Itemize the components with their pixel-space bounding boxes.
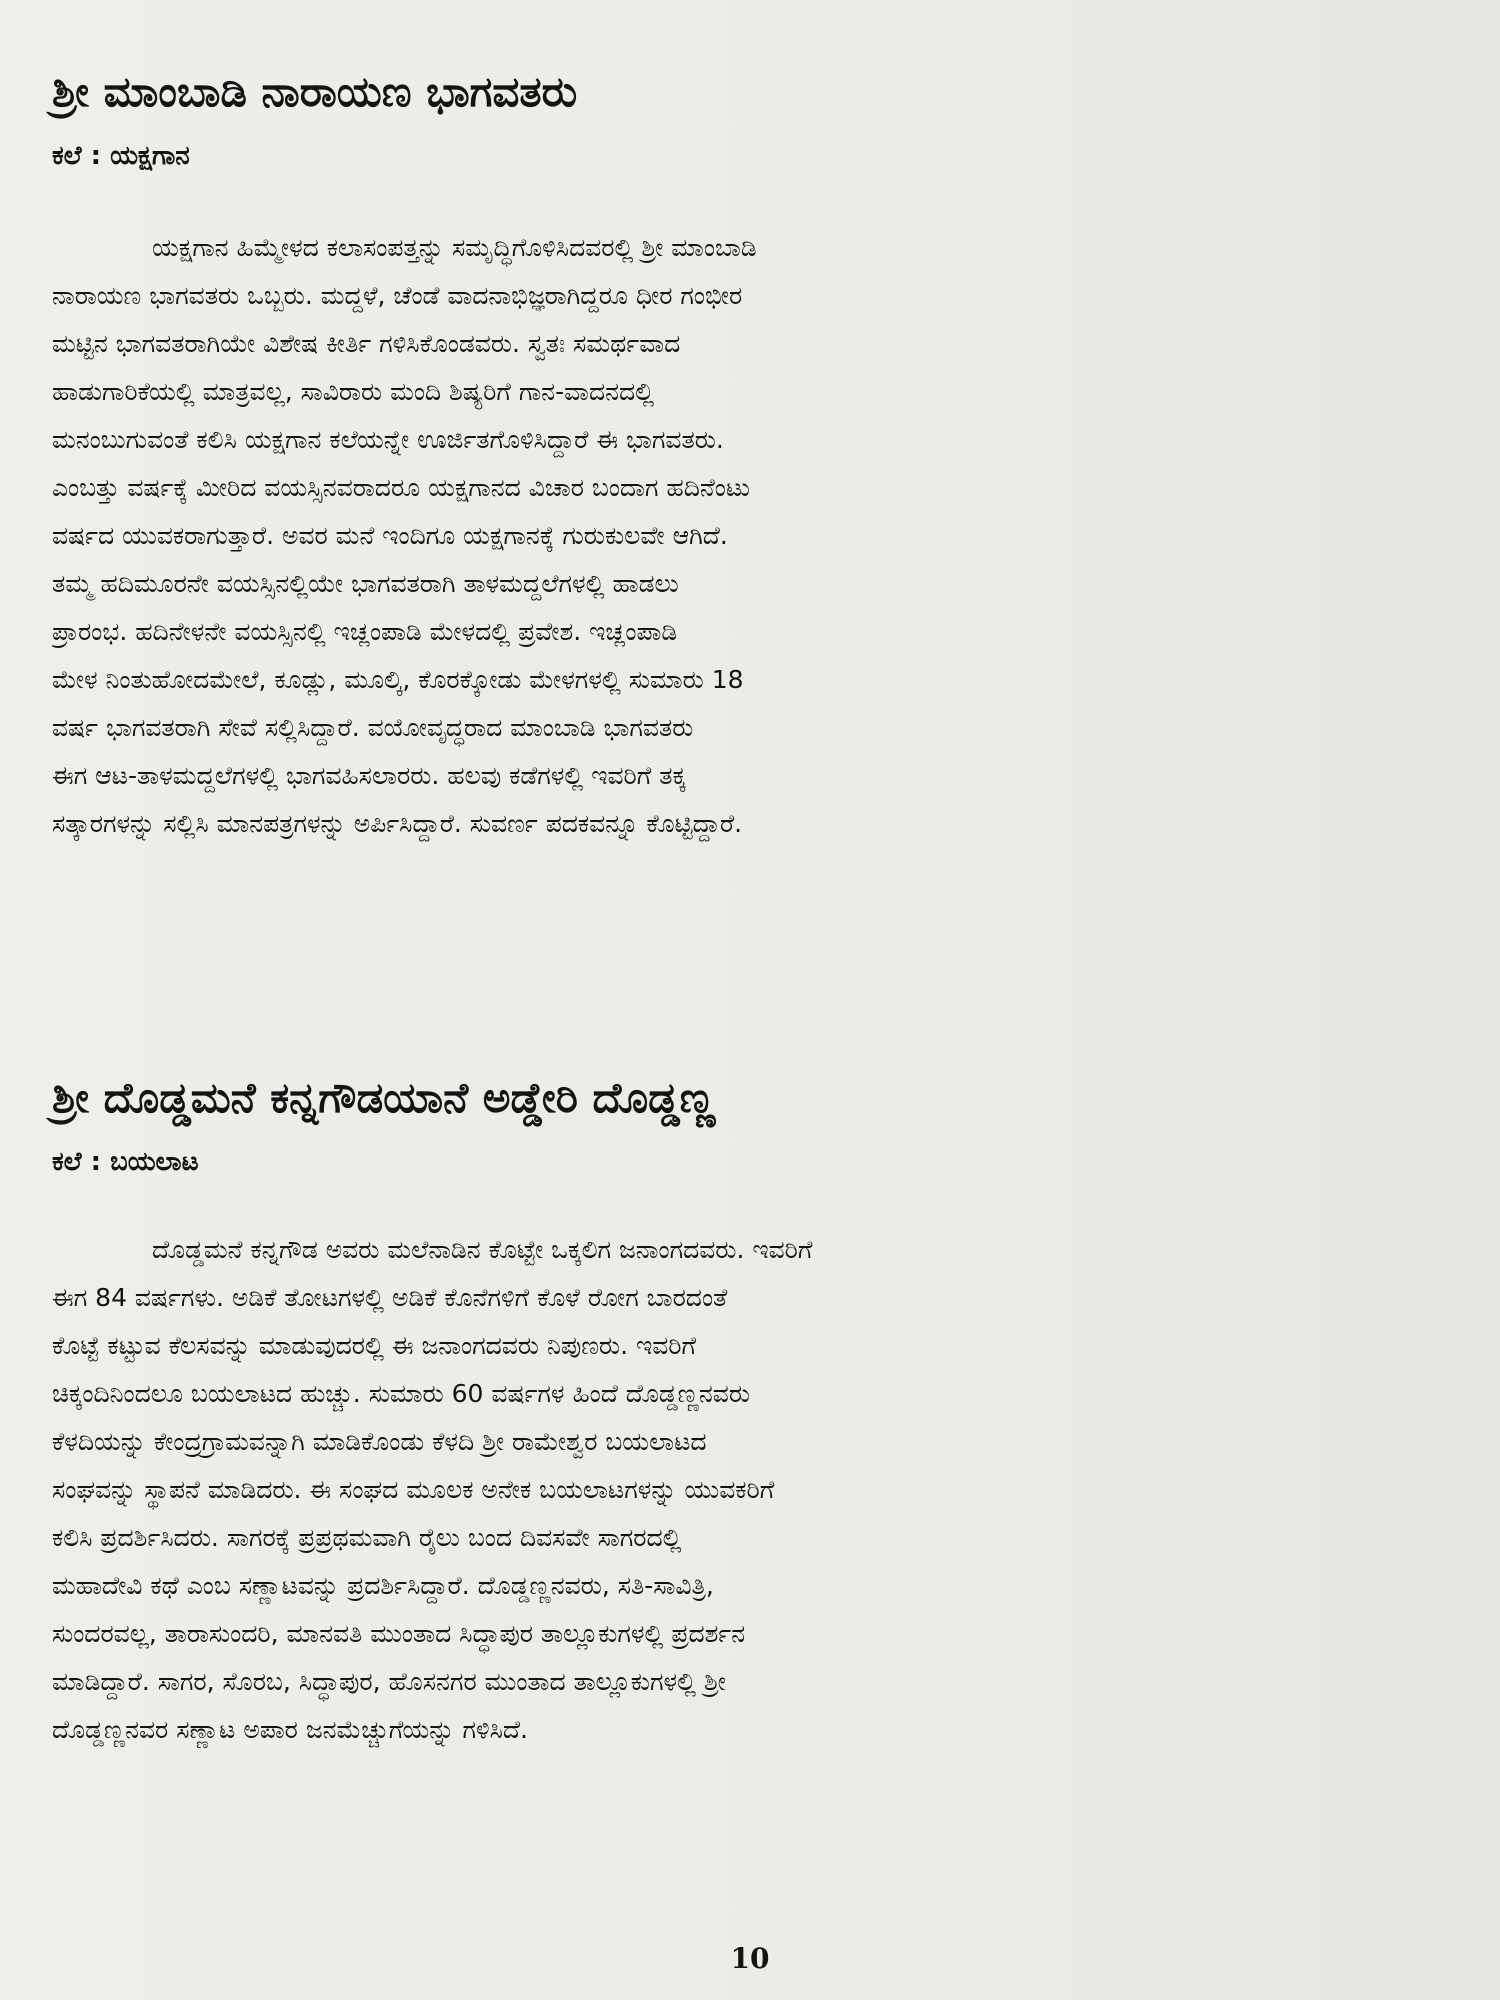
body-line: ಮಾಡಿದ್ದಾರೆ. ಸಾಗರ, ಸೊರಬ, ಸಿದ್ಧಾಪುರ, ಹೊಸನಗರ ಮುಂತಾದ ತಾಲ್ಲೂಕುಗಳಲ್ಲಿ ಶ್ರೀ bbox=[52, 1667, 726, 1696]
body-line: ಎಂಬತ್ತು ವರ್ಷಕ್ಕೆ ಮೀರಿದ ವಯಸ್ಸಿನವರಾದರೂ ಯಕ್ಷಗಾನದ ವಿಚಾರ ಬಂದಾಗ ಹದಿನೆಂಟು bbox=[52, 473, 751, 502]
body-line: ಚಿಕ್ಕಂದಿನಿಂದಲೂ ಬಯಲಾಟದ ಹುಚ್ಚು. ಸುಮಾರು 60 ವರ್ಷಗಳ ಹಿಂದೆ ದೊಡ್ಡಣ್ಣನವರು bbox=[52, 1379, 751, 1408]
body-line: ಸತ್ಕಾರಗಳನ್ನು ಸಲ್ಲಿಸಿ ಮಾನಪತ್ರಗಳನ್ನು ಅರ್ಪಿಸಿದ್ದಾರೆ. ಸುವರ್ಣ ಪದಕವನ್ನೂ ಕೊಟ್ಟಿದ್ದಾರೆ. bbox=[52, 809, 743, 838]
body-line: ವರ್ಷ ಭಾಗವತರಾಗಿ ಸೇವೆ ಸಲ್ಲಿಸಿದ್ದಾರೆ. ವಯೋವೃದ್ಧರಾದ ಮಾಂಬಾಡಿ ಭಾಗವತರು bbox=[52, 713, 694, 742]
body-line: ದೊಡ್ಡಣ್ಣನವರ ಸಣ್ಣಾಟ ಅಪಾರ ಜನಮೆಚ್ಚುಗೆಯನ್ನು ಗಳಿಸಿದೆ. bbox=[52, 1715, 528, 1744]
body-line: ದೊಡ್ಡಮನೆ ಕನ್ನಗೌಡ ಅವರು ಮಲೆನಾಡಿನ ಕೊಟ್ಟೇ ಒಕ್ಕಲಿಗ ಜನಾಂಗದವರು. ಇವರಿಗೆ bbox=[152, 1235, 813, 1264]
section-title: ಶ್ರೀ ಮಾಂಬಾಡಿ ನಾರಾಯಣ ಭಾಗವತರು bbox=[52, 67, 578, 116]
body-line: ಮಟ್ಟಿನ ಭಾಗವತರಾಗಿಯೇ ವಿಶೇಷ ಕೀರ್ತಿ ಗಳಿಸಿಕೊಂಡವರು. ಸ್ವತಃ ಸಮರ್ಥವಾದ bbox=[52, 329, 681, 358]
section-body bbox=[52, 1226, 1457, 1754]
section-doddamane bbox=[52, 1068, 1457, 1754]
section-subtitle: ಕಲೆ : ಬಯಲಾಟ bbox=[52, 1147, 199, 1177]
body-line: ಈಗ 84 ವರ್ಷಗಳು. ಅಡಿಕೆ ತೋಟಗಳಲ್ಲಿ ಅಡಿಕೆ ಕೊನೆಗಳಿಗೆ ಕೊಳೆ ರೋಗ ಬಾರದಂತೆ bbox=[52, 1283, 728, 1312]
body-line: ಮನಂಬುಗುವಂತೆ ಕಲಿಸಿ ಯಕ್ಷಗಾನ ಕಲೆಯನ್ನೇ ಊರ್ಜಿತಗೊಳಿಸಿದ್ದಾರೆ ಈ ಭಾಗವತರು. bbox=[52, 425, 724, 454]
section-title: ಶ್ರೀ ದೊಡ್ಡಮನೆ ಕನ್ನಗೌಡಯಾನೆ ಅಡ್ಡೇರಿ ದೊಡ್ಡಣ್ಣ bbox=[52, 1073, 716, 1122]
body-line: ಯಕ್ಷಗಾನ ಹಿಮ್ಮೇಳದ ಕಲಾಸಂಪತ್ತನ್ನು ಸಮೃದ್ಧಿಗೊಳಿಸಿದವರಲ್ಲಿ ಶ್ರೀ ಮಾಂಬಾಡಿ bbox=[152, 233, 757, 262]
body-line: ಈಗ ಆಟ-ತಾಳಮದ್ದಲೆಗಳಲ್ಲಿ ಭಾಗವಹಿಸಲಾರರು. ಹಲವು ಕಡೆಗಳಲ್ಲಿ ಇವರಿಗೆ ತಕ್ಕ bbox=[52, 761, 687, 790]
body-line: ಕಲಿಸಿ ಪ್ರದರ್ಶಿಸಿದರು. ಸಾಗರಕ್ಕೆ ಪ್ರಪ್ರಥಮವಾಗಿ ರೈಲು ಬಂದ ದಿವಸವೇ ಸಾಗರದಲ್ಲಿ bbox=[52, 1523, 682, 1552]
body-line: ಕೊಟ್ಟೆ ಕಟ್ಟುವ ಕೆಲಸವನ್ನು ಮಾಡುವುದರಲ್ಲಿ ಈ ಜನಾಂಗದವರು ನಿಪುಣರು. ಇವರಿಗೆ bbox=[52, 1331, 697, 1360]
section-mambadi bbox=[52, 62, 1457, 848]
body-line: ತಮ್ಮ ಹದಿಮೂರನೇ ವಯಸ್ಸಿನಲ್ಲಿಯೇ ಭಾಗವತರಾಗಿ ತಾಳಮದ್ದಲೆಗಳಲ್ಲಿ ಹಾಡಲು bbox=[52, 569, 679, 598]
section-subtitle: ಕಲೆ : ಯಕ್ಷಗಾನ bbox=[52, 141, 190, 171]
body-line: ವರ್ಷದ ಯುವಕರಾಗುತ್ತಾರೆ. ಅವರ ಮನೆ ಇಂದಿಗೂ ಯಕ್ಷಗಾನಕ್ಕೆ ಗುರುಕುಲವೇ ಆಗಿದೆ. bbox=[52, 521, 728, 550]
body-line: ಸುಂದರವಲ್ಲ, ತಾರಾಸುಂದರಿ, ಮಾನವತಿ ಮುಂತಾದ ಸಿದ್ಧಾಪುರ ತಾಲ್ಲೂಕುಗಳಲ್ಲಿ ಪ್ರದರ್ಶನ bbox=[52, 1619, 746, 1648]
body-line: ಹಾಡುಗಾರಿಕೆಯಲ್ಲಿ ಮಾತ್ರವಲ್ಲ, ಸಾವಿರಾರು ಮಂದಿ ಶಿಷ್ಯರಿಗೆ ಗಾನ-ವಾದನದಲ್ಲಿ bbox=[52, 377, 655, 406]
page-number: 10 bbox=[730, 1942, 770, 1975]
body-line: ಮಹಾದೇವಿ ಕಥೆ ಎಂಬ ಸಣ್ಣಾಟವನ್ನು ಪ್ರದರ್ಶಿಸಿದ್ದಾರೆ. ದೊಡ್ಡಣ್ಣನವರು, ಸತಿ-ಸಾವಿತ್ರಿ, bbox=[52, 1571, 714, 1600]
body-line: ಕೆಳದಿಯನ್ನು ಕೇಂದ್ರಗ್ರಾಮವನ್ನಾಗಿ ಮಾಡಿಕೊಂಡು ಕೆಳದಿ ಶ್ರೀ ರಾಮೇಶ್ವರ ಬಯಲಾಟದ bbox=[52, 1427, 707, 1456]
section-body bbox=[52, 224, 1457, 848]
body-line: ಪ್ರಾರಂಭ. ಹದಿನೇಳನೇ ವಯಸ್ಸಿನಲ್ಲಿ ಇಚ್ಲಂಪಾಡಿ ಮೇಳದಲ್ಲಿ ಪ್ರವೇಶ. ಇಚ್ಲಂಪಾಡಿ bbox=[52, 617, 678, 646]
body-line: ನಾರಾಯಣ ಭಾಗವತರು ಒಬ್ಬರು. ಮದ್ದಳೆ, ಚೆಂಡೆ ವಾದನಾಭಿಜ್ಞರಾಗಿದ್ದರೂ ಧೀರ ಗಂಭೀರ bbox=[52, 281, 743, 310]
body-line: ಮೇಳ ನಿಂತುಹೋದಮೇಲೆ, ಕೂಡ್ಲು, ಮೂಲ್ಕಿ, ಕೊರಕ್ಕೋಡು ಮೇಳಗಳಲ್ಲಿ ಸುಮಾರು 18 bbox=[52, 665, 744, 694]
body-line: ಸಂಘವನ್ನು ಸ್ಥಾಪನೆ ಮಾಡಿದರು. ಈ ಸಂಘದ ಮೂಲಕ ಅನೇಕ ಬಯಲಾಟಗಳನ್ನು ಯುವಕರಿಗೆ bbox=[52, 1475, 775, 1504]
